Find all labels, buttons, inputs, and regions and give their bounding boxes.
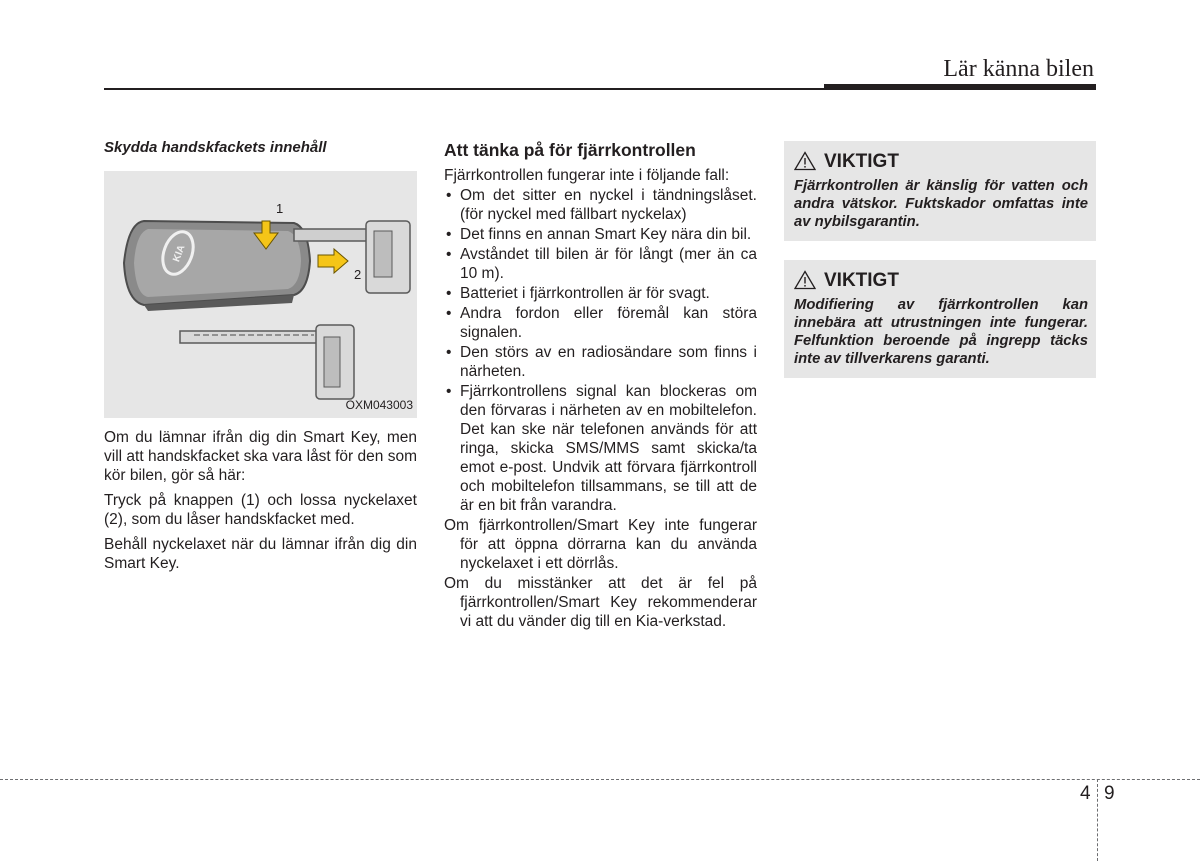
column-right (784, 141, 1096, 397)
list-item: • Om det sitter en nyckel i tändningslåset. (för nyckel med fällbart nyckelax) (446, 187, 757, 223)
section-heading: Att tänka på för fjärrkontrollen (444, 140, 696, 160)
warning-title: VIKTIGT (824, 269, 899, 291)
list-item: • Avståndet till bilen är för långt (mer än ca 10 m). (446, 246, 757, 282)
list-item: • Andra fordon eller föremål kan störa signalen. (446, 305, 757, 341)
paragraph: Tryck på knappen (1) och lossa nyckelaxet (2), som du låser handskfacket med. (104, 492, 417, 528)
bullet-icon: • (446, 285, 452, 302)
bullet-icon: • (446, 246, 452, 263)
list-item: • Batteriet i fjärrkontrollen är för svagt. (446, 285, 710, 302)
warning-text: Modifiering av fjärrkontrollen kan innebära att utrustningen inte fungerar. Felfunktion beroende på ingrepp täcks inte av tillverkarens garanti. (794, 297, 1088, 367)
closing-paragraph: Om fjärrkontrollen/Smart Key inte fungerar för att öppna dörrarna kan du använda nyckelaxet i ett dörrlås. (444, 517, 757, 572)
list-item: • Den störs av en radiosändare som finns i närheten. (446, 344, 757, 380)
warning-box (784, 141, 1096, 241)
callout-1: 1 (276, 201, 284, 216)
bullet-icon: • (446, 226, 452, 243)
paragraph: Behåll nyckelaxet när du lämnar ifrån dig din Smart Key. (104, 536, 417, 572)
column-left (104, 138, 417, 579)
paragraph: Om du lämnar ifrån dig din Smart Key, men vill att handskfacket ska vara låst för den som kör bilen, gör så här: (104, 429, 417, 484)
running-header: Lär känna bilen (943, 56, 1094, 82)
closing-paragraph: Om du misstänker att det är fel på fjärrkontrollen/Smart Key rekommenderar vi att du vänder dig till en Kia-verkstad. (444, 575, 757, 630)
bullet-list (444, 186, 757, 515)
footer-rule (0, 779, 1200, 780)
list-item: • Det finns en annan Smart Key nära din bil. (446, 226, 752, 243)
footer-divider (1097, 779, 1098, 861)
bullet-icon: • (446, 344, 452, 361)
smart-key-illustration (104, 171, 417, 418)
warning-text: Fjärrkontrollen är känslig för vatten och andra vätskor. Fuktskador omfattas inte av nybilsgarantin. (794, 178, 1088, 230)
warning-icon (794, 151, 816, 171)
figure-code: OXM043003 (345, 398, 413, 412)
intro-text: Fjärrkontrollen fungerar inte i följande fall: (444, 167, 730, 184)
bullet-icon: • (446, 383, 452, 400)
page-number: 9 (1104, 783, 1115, 804)
column-middle (444, 138, 757, 632)
svg-text:KIA: KIA (171, 243, 188, 264)
warning-box (784, 260, 1096, 378)
list-item: • Fjärrkontrollens signal kan blockeras om den förvaras i närheten av en mobiltelefon. Det kan ske när telefonen används för att ringa, skicka SMS/MMS samt skicka/ta emot e-post. Undvik att förvara fjärrkontroll och mobiltelefon tillsammans, se till att de är en bit från varandra. (446, 383, 757, 514)
warning-heading (794, 151, 1088, 171)
bullet-icon: • (446, 187, 452, 204)
warning-icon (794, 270, 816, 290)
smart-key-figure (104, 171, 417, 418)
chapter-number: 4 (1080, 783, 1091, 804)
callout-2: 2 (354, 267, 362, 282)
pull-arrow-icon (318, 249, 348, 273)
header-rule-thick (824, 84, 1096, 90)
warning-title: VIKTIGT (824, 150, 899, 172)
bullet-icon: • (446, 305, 452, 322)
warning-heading (794, 270, 1088, 290)
header-rule-thin (104, 88, 826, 90)
section-subheading: Skydda handskfackets innehåll (104, 139, 327, 156)
